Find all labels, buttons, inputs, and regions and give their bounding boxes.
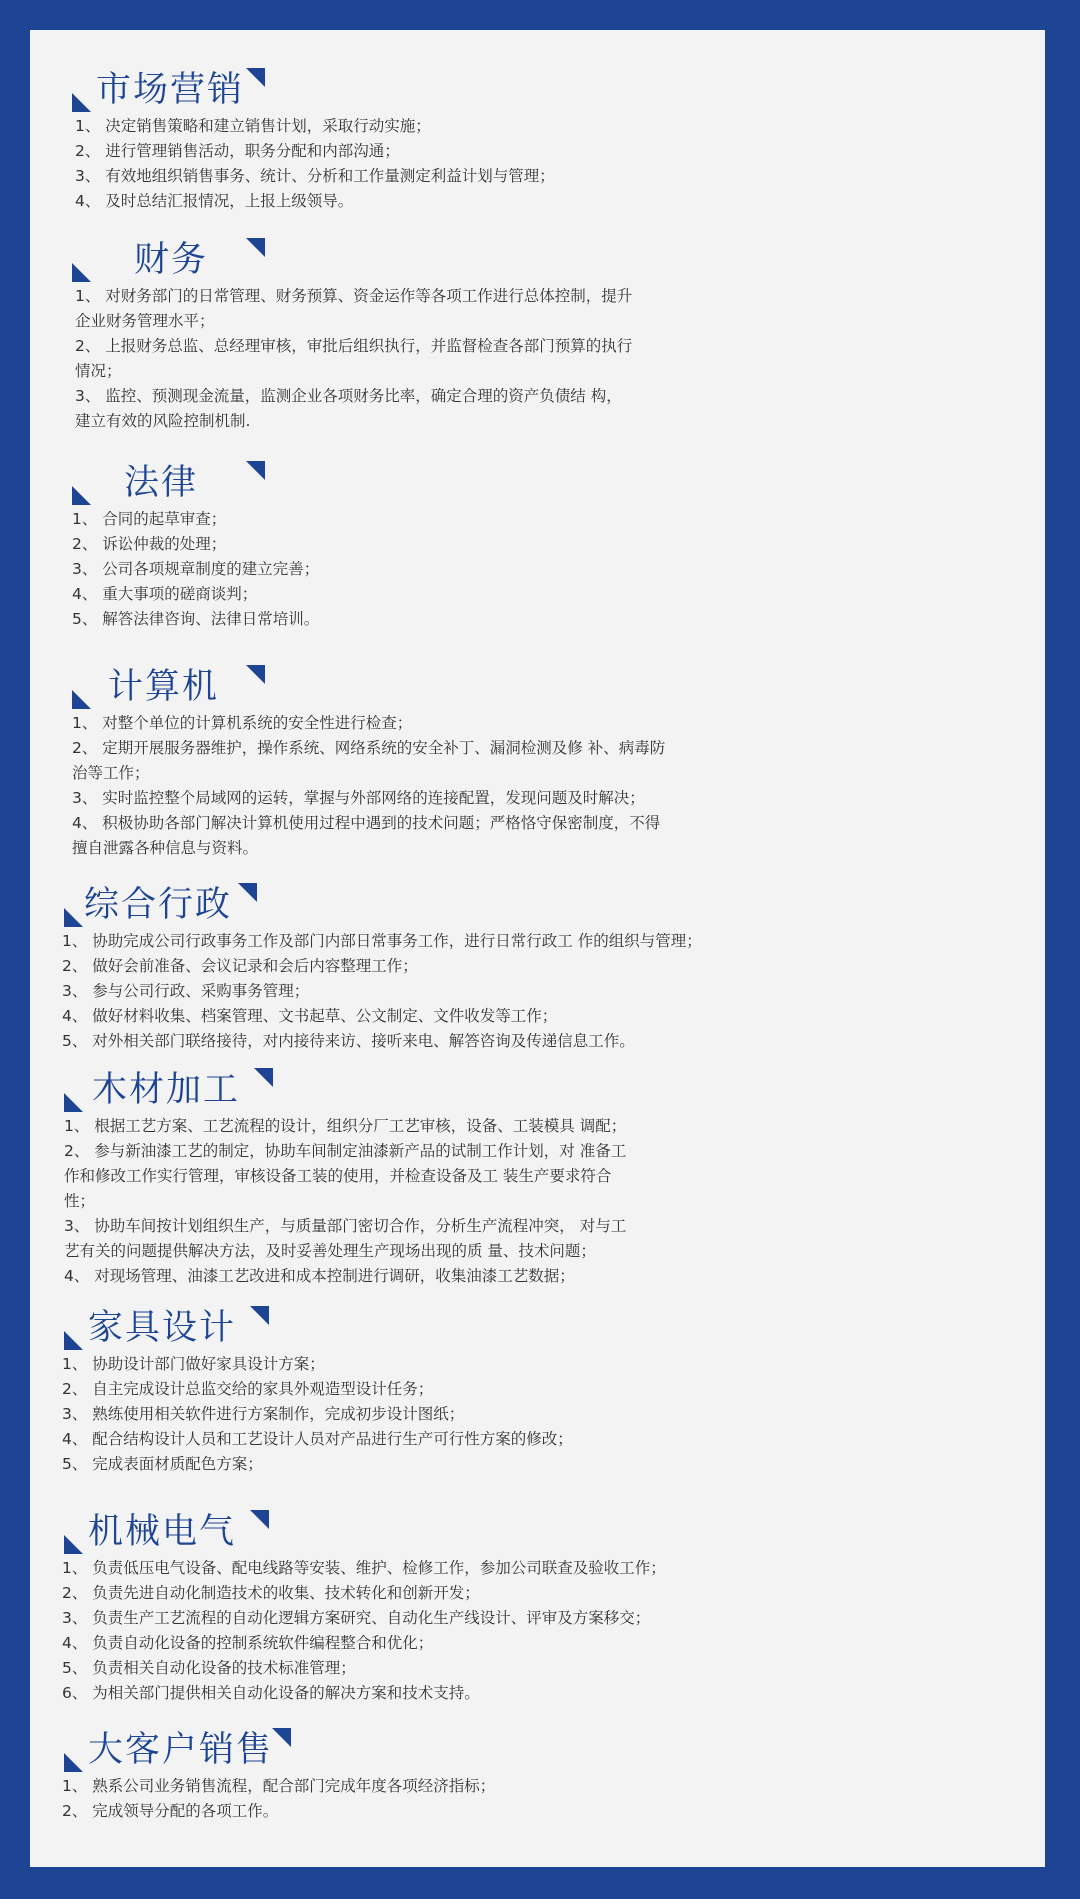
list-item: 作和修改工作实行管理，审核设备工装的使用，并检查设备及工 装生产要求符合 xyxy=(64,1167,612,1185)
list-item: 3、 公司各项规章制度的建立完善； xyxy=(72,560,320,578)
corner-triangle-icon xyxy=(246,238,265,257)
watermark xyxy=(880,1866,1014,1896)
item-list xyxy=(62,1352,573,1477)
corner-triangle-icon xyxy=(64,1093,83,1112)
list-item: 4、 积极协助各部门解决计算机使用过程中遇到的技术问题；严格恪守保密制度，不得 xyxy=(72,814,661,832)
corner-triangle-icon xyxy=(64,1535,83,1554)
corner-triangle-icon xyxy=(64,1331,83,1350)
list-item: 1、 决定销售策略和建立销售计划，采取行动实施； xyxy=(75,117,431,135)
corner-triangle-icon xyxy=(64,1753,83,1772)
corner-triangle-icon xyxy=(72,486,91,505)
corner-triangle-icon xyxy=(64,908,83,927)
list-item: 4、 做好材料收集、档案管理、文书起草、公文制定、文件收发等工作； xyxy=(62,1007,558,1025)
corner-triangle-icon xyxy=(72,263,91,282)
corner-triangle-icon xyxy=(246,461,265,480)
list-item: 1、 合同的起草审查； xyxy=(72,510,227,528)
list-item: 1、 对财务部门的日常管理、财务预算、资金运作等各项工作进行总体控制，提升 xyxy=(75,287,633,305)
list-item: 3、 熟练使用相关软件进行方案制作，完成初步设计图纸； xyxy=(62,1405,465,1423)
watermark-text: 天坛家具 xyxy=(918,1869,1014,1898)
section-title: 计算机 xyxy=(108,667,220,707)
corner-triangle-icon xyxy=(246,68,265,87)
list-item: 1、 协助设计部门做好家具设计方案； xyxy=(62,1355,325,1373)
section-title: 法律 xyxy=(124,463,199,503)
list-item: 2、 上报财务总监、总经理审核，审批后组织执行，并监督检查各部门预算的执行 xyxy=(75,337,633,355)
list-item: 3、 监控、预测现金流量，监测企业各项财务比率，确定合理的资产负债结 构， xyxy=(75,387,622,405)
list-item: 3、 有效地组织销售事务、统计、分析和工作量测定利益计划与管理； xyxy=(75,167,555,185)
list-item: 2、 完成领导分配的各项工作。 xyxy=(62,1802,279,1820)
list-item: 2、 自主完成设计总监交给的家具外观造型设计任务； xyxy=(62,1380,434,1398)
list-item: 6、 为相关部门提供相关自动化设备的解决方案和技术支持。 xyxy=(62,1684,480,1702)
section-title: 财务 xyxy=(134,240,209,280)
item-list xyxy=(62,929,702,1054)
corner-triangle-icon xyxy=(246,665,265,684)
item-list xyxy=(75,284,632,434)
item-list xyxy=(64,1114,626,1289)
list-item: 性； xyxy=(64,1192,96,1210)
list-item: 5、 解答法律咨询、法律日常培训。 xyxy=(72,610,320,628)
list-item: 3、 协助车间按计划组织生产，与质量部门密切合作，分析生产流程冲突， 对与工 xyxy=(64,1217,627,1235)
list-item: 1、 对整个单位的计算机系统的安全性进行检查； xyxy=(72,714,413,732)
item-list xyxy=(72,711,665,861)
list-item: 企业财务管理水平； xyxy=(75,312,215,330)
list-item: 5、 负责相关自动化设备的技术标准管理； xyxy=(62,1659,356,1677)
item-list xyxy=(75,114,555,214)
list-item: 4、 配合结构设计人员和工艺设计人员对产品进行生产可行性方案的修改； xyxy=(62,1430,573,1448)
list-item: 擅自泄露各种信息与资料。 xyxy=(72,839,259,857)
corner-triangle-icon xyxy=(254,1068,273,1087)
corner-triangle-icon xyxy=(250,1510,269,1529)
list-item: 1、 熟系公司业务销售流程，配合部门完成年度各项经济指标； xyxy=(62,1777,496,1795)
list-item: 1、 根据工艺方案、工艺流程的设计，组织分厂工艺审核，设备、工装模具 调配； xyxy=(64,1117,627,1135)
list-item: 2、 负责先进自动化制造技术的收集、技术转化和创新开发； xyxy=(62,1584,480,1602)
section-title: 市场营销 xyxy=(96,70,245,110)
list-item: 情况； xyxy=(75,362,122,380)
list-item: 2、 定期开展服务器维护，操作系统、网络系统的安全补丁、漏洞检测及修 补、病毒防 xyxy=(72,739,666,757)
list-item: 3、 实时监控整个局域网的运转，掌握与外部网络的连接配置，发现问题及时解决； xyxy=(72,789,645,807)
list-item: 4、 重大事项的磋商谈判； xyxy=(72,585,258,603)
list-item: 2、 做好会前准备、会议记录和会后内容整理工作； xyxy=(62,957,418,975)
corner-triangle-icon xyxy=(272,1728,291,1747)
list-item: 艺有关的问题提供解决方法，及时妥善处理生产现场出现的质 量、技术问题； xyxy=(64,1242,596,1260)
list-item: 5、 完成表面材质配色方案； xyxy=(62,1455,263,1473)
corner-triangle-icon xyxy=(238,883,257,902)
wechat-icon xyxy=(880,1868,912,1894)
section-title: 家具设计 xyxy=(88,1308,237,1348)
item-list xyxy=(62,1774,495,1824)
list-item: 3、 参与公司行政、采购事务管理； xyxy=(62,982,310,1000)
list-item: 治等工作； xyxy=(72,764,150,782)
list-item: 建立有效的风险控制机制. xyxy=(75,412,251,430)
list-item: 4、 及时总结汇报情况，上报上级领导。 xyxy=(75,192,354,210)
list-item: 5、 对外相关部门联络接待，对内接待来访、接听来电、解答咨询及传递信息工作。 xyxy=(62,1032,635,1050)
corner-triangle-icon xyxy=(250,1306,269,1325)
list-item: 2、 诉讼仲裁的处理； xyxy=(72,535,227,553)
section-title: 木材加工 xyxy=(92,1070,241,1110)
list-item: 2、 进行管理销售活动，职务分配和内部沟通； xyxy=(75,142,400,160)
corner-triangle-icon xyxy=(72,690,91,709)
section-title: 大客户销售 xyxy=(88,1730,274,1770)
list-item: 2、 参与新油漆工艺的制定，协助车间制定油漆新产品的试制工作计划，对 准备工 xyxy=(64,1142,627,1160)
section-title: 机械电气 xyxy=(88,1512,237,1552)
item-list xyxy=(72,507,319,632)
item-list xyxy=(62,1556,666,1706)
corner-triangle-icon xyxy=(72,93,91,112)
list-item: 4、 负责自动化设备的控制系统软件编程整合和优化； xyxy=(62,1634,434,1652)
list-item: 4、 对现场管理、油漆工艺改进和成本控制进行调研，收集油漆工艺数据； xyxy=(64,1267,575,1285)
list-item: 1、 负责低压电气设备、配电线路等安装、维护、检修工作，参加公司联查及验收工作； xyxy=(62,1559,666,1577)
list-item: 1、 协助完成公司行政事务工作及部门内部日常事务工作，进行日常行政工 作的组织与管理； xyxy=(62,932,702,950)
list-item: 3、 负责生产工艺流程的自动化逻辑方案研究、自动化生产线设计、评审及方案移交； xyxy=(62,1609,651,1627)
section-title: 综合行政 xyxy=(84,885,233,925)
